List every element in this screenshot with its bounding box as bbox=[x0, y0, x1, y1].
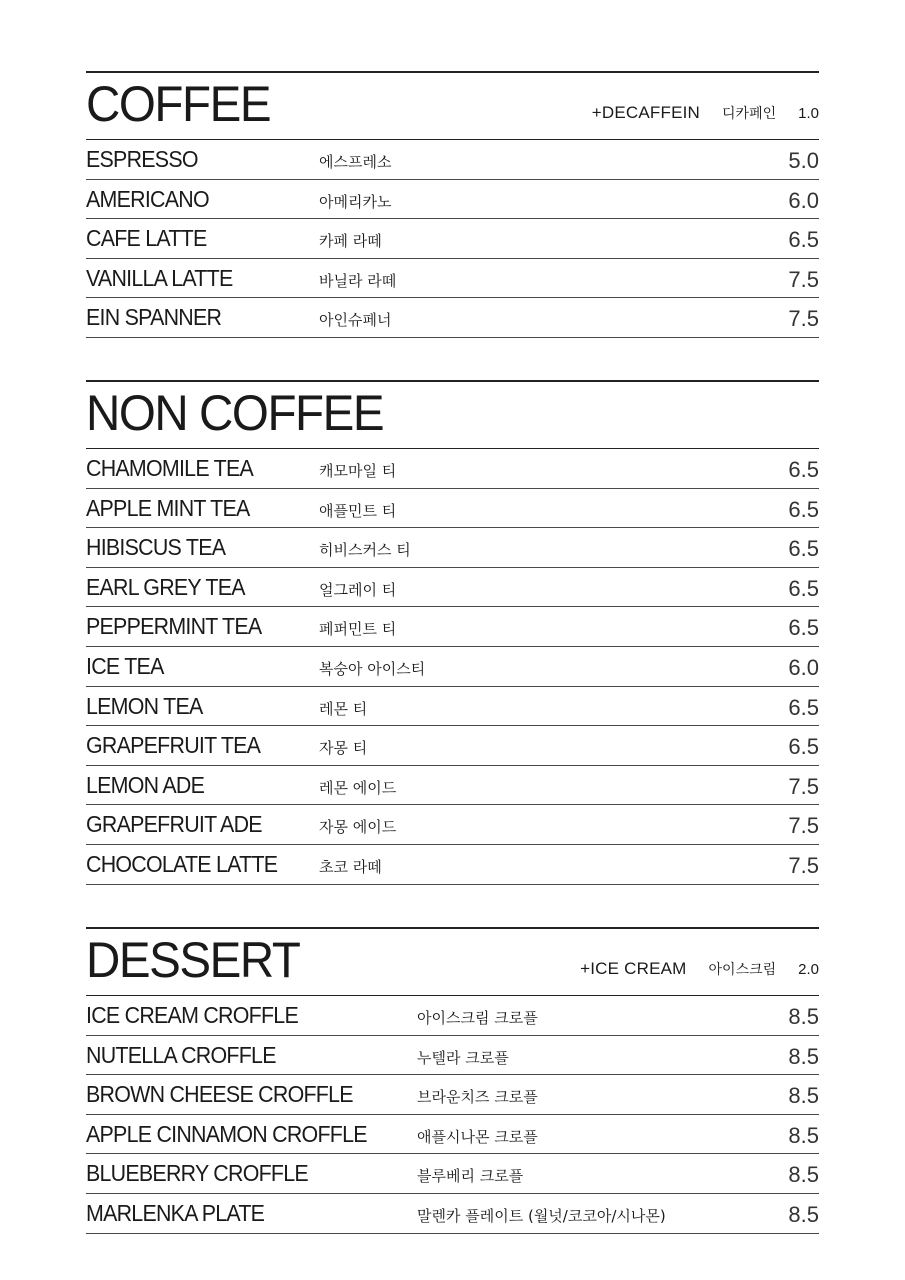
item-name-ko: 얼그레이 티 bbox=[319, 580, 397, 599]
item-price: 7.5 bbox=[788, 266, 819, 292]
menu-item-row bbox=[86, 449, 819, 489]
item-name-en: CAFE LATTE bbox=[86, 225, 207, 252]
item-price: 8.5 bbox=[788, 1083, 819, 1109]
item-price: 6.5 bbox=[788, 457, 819, 482]
item-name-ko: 레몬 에이드 bbox=[319, 778, 397, 797]
menu-item-row bbox=[86, 845, 819, 885]
item-name-ko: 바닐라 라떼 bbox=[319, 271, 397, 290]
item-price: 7.5 bbox=[788, 773, 819, 799]
item-price: 6.5 bbox=[788, 734, 819, 760]
item-price: 7.5 bbox=[788, 813, 819, 839]
item-name-ko: 블루베리 크로플 bbox=[417, 1167, 524, 1186]
item-name-en: PEPPERMINT TEA bbox=[86, 613, 262, 640]
item-name-ko: 페퍼민트 티 bbox=[319, 620, 397, 639]
item-name-en: CHOCOLATE LATTE bbox=[86, 850, 278, 877]
item-price: 6.5 bbox=[788, 496, 819, 522]
menu-item-row bbox=[86, 1154, 819, 1194]
section-title: DESSERT bbox=[86, 932, 300, 988]
menu-item-row bbox=[86, 298, 819, 338]
menu-item-row bbox=[86, 726, 819, 766]
menu-item-row bbox=[86, 140, 819, 180]
item-price: 8.5 bbox=[788, 1122, 819, 1148]
item-name-en: EIN SPANNER bbox=[86, 304, 222, 331]
option-label-ko: 디카페인 bbox=[722, 106, 777, 122]
menu-item-row bbox=[86, 1036, 819, 1076]
item-price: 6.0 bbox=[788, 654, 819, 680]
item-name-en: GRAPEFRUIT ADE bbox=[86, 811, 262, 838]
decaf-option bbox=[592, 103, 819, 123]
item-price: 7.5 bbox=[788, 306, 819, 332]
menu-item-row bbox=[86, 180, 819, 220]
item-price: 8.5 bbox=[788, 1201, 819, 1227]
menu-item-row bbox=[86, 489, 819, 529]
item-name-ko: 아인슈페너 bbox=[319, 311, 392, 330]
menu-item-row bbox=[86, 766, 819, 806]
section-header bbox=[86, 73, 819, 140]
item-name-ko: 말렌카 플레이트 (월넛/코코아/시나몬) bbox=[417, 1206, 666, 1225]
non-coffee-section bbox=[86, 380, 819, 885]
menu-item-row bbox=[86, 805, 819, 845]
menu-item-row bbox=[86, 607, 819, 647]
item-name-ko: 에스프레소 bbox=[319, 153, 392, 171]
menu-item-row bbox=[86, 687, 819, 727]
item-name-ko: 복숭아 아이스티 bbox=[319, 659, 426, 678]
item-name-en: BROWN CHEESE CROFFLE bbox=[86, 1081, 353, 1108]
item-name-en: GRAPEFRUIT TEA bbox=[86, 732, 261, 759]
item-name-ko: 레몬 티 bbox=[319, 699, 368, 718]
menu-item-row bbox=[86, 259, 819, 299]
item-name-en: BLUEBERRY CROFFLE bbox=[86, 1160, 308, 1187]
item-name-ko: 애플민트 티 bbox=[319, 501, 397, 520]
option-label-en: +ICE CREAM bbox=[580, 959, 687, 978]
item-price: 6.0 bbox=[788, 187, 819, 213]
item-name-en: LEMON ADE bbox=[86, 771, 205, 798]
menu-item-row bbox=[86, 1075, 819, 1115]
menu-item-row bbox=[86, 528, 819, 568]
option-label-en: +DECAFFEIN bbox=[591, 103, 701, 122]
item-name-ko: 자몽 티 bbox=[319, 739, 368, 758]
item-price: 8.5 bbox=[788, 1162, 819, 1188]
item-price: 5.0 bbox=[788, 148, 819, 173]
coffee-section bbox=[86, 71, 819, 338]
item-price: 6.5 bbox=[788, 536, 819, 562]
section-header bbox=[86, 929, 819, 996]
item-name-en: ESPRESSO bbox=[86, 146, 198, 172]
item-name-ko: 캐모마일 티 bbox=[319, 462, 397, 480]
item-name-en: ICE TEA bbox=[86, 652, 164, 679]
dessert-section bbox=[86, 927, 819, 1234]
item-price: 6.5 bbox=[788, 615, 819, 641]
menu-item-row bbox=[86, 996, 819, 1036]
menu-item-row bbox=[86, 647, 819, 687]
item-name-ko: 브라운치즈 크로플 bbox=[417, 1088, 538, 1107]
item-name-en: APPLE CINNAMON CROFFLE bbox=[86, 1120, 367, 1147]
item-name-en: VANILLA LATTE bbox=[86, 264, 233, 291]
item-name-ko: 누텔라 크로플 bbox=[417, 1048, 509, 1067]
item-price: 6.5 bbox=[788, 227, 819, 253]
item-name-en: AMERICANO bbox=[86, 185, 209, 212]
item-name-ko: 아이스크림 크로플 bbox=[417, 1009, 538, 1027]
item-price: 8.5 bbox=[788, 1004, 819, 1029]
item-name-en: EARL GREY TEA bbox=[86, 573, 245, 600]
item-name-ko: 아메리카노 bbox=[319, 192, 392, 211]
option-label-ko: 아이스크림 bbox=[708, 962, 777, 978]
item-price: 6.5 bbox=[788, 575, 819, 601]
item-name-ko: 자몽 에이드 bbox=[319, 818, 397, 837]
item-name-en: CHAMOMILE TEA bbox=[86, 455, 254, 481]
ice-cream-option bbox=[580, 959, 819, 979]
menu-item-row bbox=[86, 1194, 819, 1234]
item-name-en: ICE CREAM CROFFLE bbox=[86, 1002, 298, 1028]
item-price: 6.5 bbox=[788, 694, 819, 720]
item-name-ko: 히비스커스 티 bbox=[319, 541, 411, 560]
menu-item-row bbox=[86, 219, 819, 259]
item-name-ko: 초코 라떼 bbox=[319, 857, 382, 876]
section-title: NON COFFEE bbox=[86, 385, 384, 441]
item-name-ko: 애플시나몬 크로플 bbox=[417, 1127, 538, 1146]
item-name-en: APPLE MINT TEA bbox=[86, 494, 250, 521]
section-title: COFFEE bbox=[86, 76, 271, 132]
item-price: 7.5 bbox=[788, 852, 819, 878]
item-name-en: HIBISCUS TEA bbox=[86, 534, 226, 561]
menu-item-row bbox=[86, 1115, 819, 1155]
item-name-ko: 카페 라떼 bbox=[319, 232, 382, 251]
item-name-en: LEMON TEA bbox=[86, 692, 203, 719]
item-name-en: NUTELLA CROFFLE bbox=[86, 1041, 276, 1068]
option-price: 1.0 bbox=[798, 105, 819, 122]
item-name-en: MARLENKA PLATE bbox=[86, 1199, 265, 1226]
menu-item-row bbox=[86, 568, 819, 608]
section-header bbox=[86, 382, 819, 449]
option-price: 2.0 bbox=[798, 961, 819, 978]
item-price: 8.5 bbox=[788, 1043, 819, 1069]
